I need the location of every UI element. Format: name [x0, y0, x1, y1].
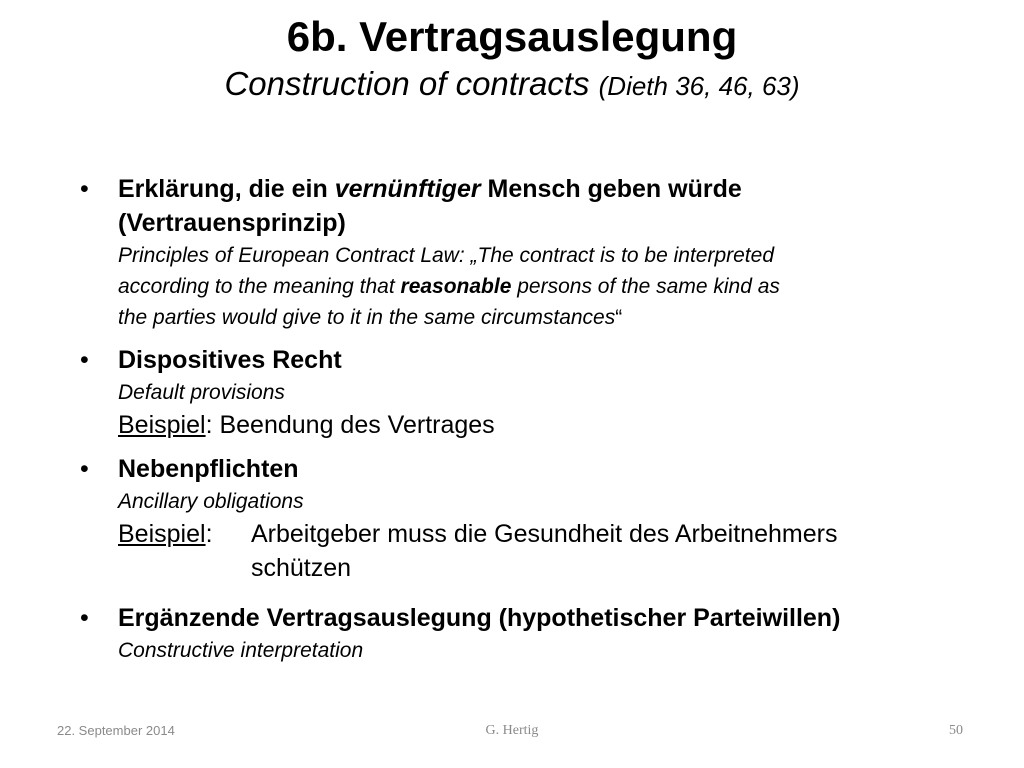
footer-author: G. Hertig	[485, 723, 539, 738]
example-label: Beispiel	[118, 411, 206, 439]
bullet-item-nebenpflichten	[80, 452, 1000, 585]
bullet-heading: Erklärung, die ein vernünftiger Mensch geben würde	[118, 175, 742, 203]
quote-line-2: according to the meaning that reasonable persons of the same kind as	[118, 275, 780, 298]
bullet-heading-line2: (Vertrauensprinzip)	[118, 209, 346, 237]
bullet-marker: •	[80, 604, 89, 632]
example-text: Beendung des Vertrages	[219, 411, 495, 439]
bullet-translation: Ancillary obligations	[118, 490, 304, 513]
quote-line-1: Principles of European Contract Law: „The contract is to be interpreted	[118, 244, 775, 267]
slide-title-block	[0, 10, 1024, 106]
slide-subtitle	[0, 64, 1024, 106]
subtitle-reference: (Dieth 36, 46, 63)	[598, 71, 800, 101]
example-text: Arbeitgeber muss die Gesundheit des Arbeitnehmers schützen	[251, 520, 838, 582]
bullet-heading: Nebenpflichten	[118, 455, 299, 483]
footer-date: 22. September 2014	[57, 723, 175, 738]
subtitle-text: Construction of contracts	[224, 65, 590, 102]
bullet-marker: •	[80, 175, 89, 203]
bullet-list	[80, 172, 1000, 666]
bullet-heading: Ergänzende Vertragsauslegung (hypothetischer Parteiwillen)	[118, 604, 841, 632]
emphasis-word: vernünftiger	[334, 175, 481, 203]
quote-emphasis: reasonable	[400, 275, 512, 298]
bullet-translation: Constructive interpretation	[118, 639, 364, 662]
bullet-marker: •	[80, 455, 89, 483]
slide-title: 6b. Vertragsauslegung	[286, 13, 738, 60]
bullet-translation: Default provisions	[118, 381, 285, 404]
bullet-marker: •	[80, 346, 89, 374]
bullet-item-ergaenzende-vertragsauslegung	[80, 601, 1000, 666]
bullet-heading: Dispositives Recht	[118, 346, 342, 374]
example-label: Beispiel	[118, 520, 206, 548]
footer-page-number: 50	[949, 723, 963, 738]
quote-line-3: the parties would give to it in the same circumstances“	[118, 306, 623, 329]
bullet-item-dispositives-recht	[80, 343, 1000, 442]
bullet-item-vertrauensprinzip	[80, 172, 1000, 333]
example-line: Beispiel: Arbeitgeber muss die Gesundheit des Arbeitnehmers schützen	[118, 517, 1000, 585]
example-line: Beispiel: Beendung des Vertrages	[118, 411, 495, 439]
quote-close-mark: “	[615, 306, 623, 329]
